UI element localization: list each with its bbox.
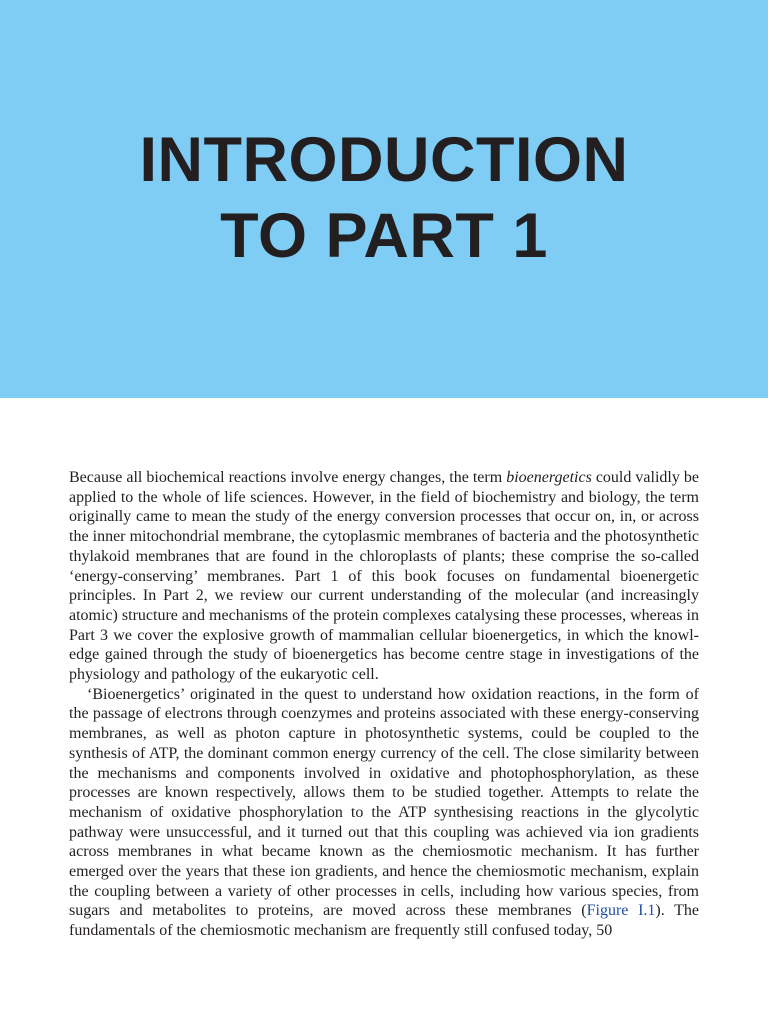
paragraph-2-text-b: ). The fundamentals of the chemiosmotic mechanism are frequently still confused today, 50 [69, 902, 700, 940]
chapter-title [0, 122, 768, 274]
paragraph-1-text-b: could validly be applied to the whole of life sciences. However, in the field of biochemistry and biology, the term originally came to mean the study of the energy conversion processes that occur on, in, or across the inner mitochondrial membrane, the cytoplasmic membranes of bacteria and the photosynthetic thylakoid membranes that are found in the chloroplasts of plants; these comprise the so-called ‘energy-conserving’ membranes. Part 1 of this book focuses on fundamental bioenergetic principles. In Part 2, we review our current understanding of the molecular (and increasingly atomic) structure and mechanisms of the protein complexes catalysing these processes, whereas in Part 3 we cover the explosive growth of mammalian cellular bioenergetics, in which the knowledge gained through the study of bioenergetics has become centre stage in investigations of the physiology and pathology of the eukaryotic cell. [69, 469, 699, 684]
chapter-title-line-1: INTRODUCTION [139, 125, 629, 195]
chapter-title-line-2: TO PART 1 [220, 201, 548, 271]
paragraph-1-text-a: Because all biochemical reactions involve energy changes, the term [69, 469, 507, 486]
paragraph-2-text-a: ‘Bioenergetics’ originated in the quest to understand how oxidation reactions, in the form of the passage of electrons through coenzymes and proteins associated with these energy-conserving membranes, as well as photon capture in photosynthetic systems, could be coupled to the synthesis of ATP, the dominant common energy currency of the cell. The close similarity between the mechanisms and components involved in oxidative and photophosphorylation, as these processes are known respectively, allows them to be studied together. Attempts to relate the mechanism of oxidative phosphorylation to the ATP synthesising reactions in the glycolytic pathway were unsuccessful, and it turned out that this coupling was achieved via ion gradients across membranes in what became known as the chemiosmotic mechanism. It has further emerged over the years that these ion gradients, and hence the chemiosmotic mechanism, explain the coupling between a variety of other processes in cells, including how various species, from sugars and metabolites to proteins, are moved across these membranes ( [69, 685, 699, 920]
term-bioenergetics: bioenergetics [506, 469, 592, 486]
body-text [69, 468, 699, 941]
paragraph-2 [69, 685, 699, 941]
figure-reference-link[interactable]: Figure I.1 [586, 902, 656, 920]
title-banner [0, 0, 768, 398]
paragraph-1 [69, 468, 699, 685]
